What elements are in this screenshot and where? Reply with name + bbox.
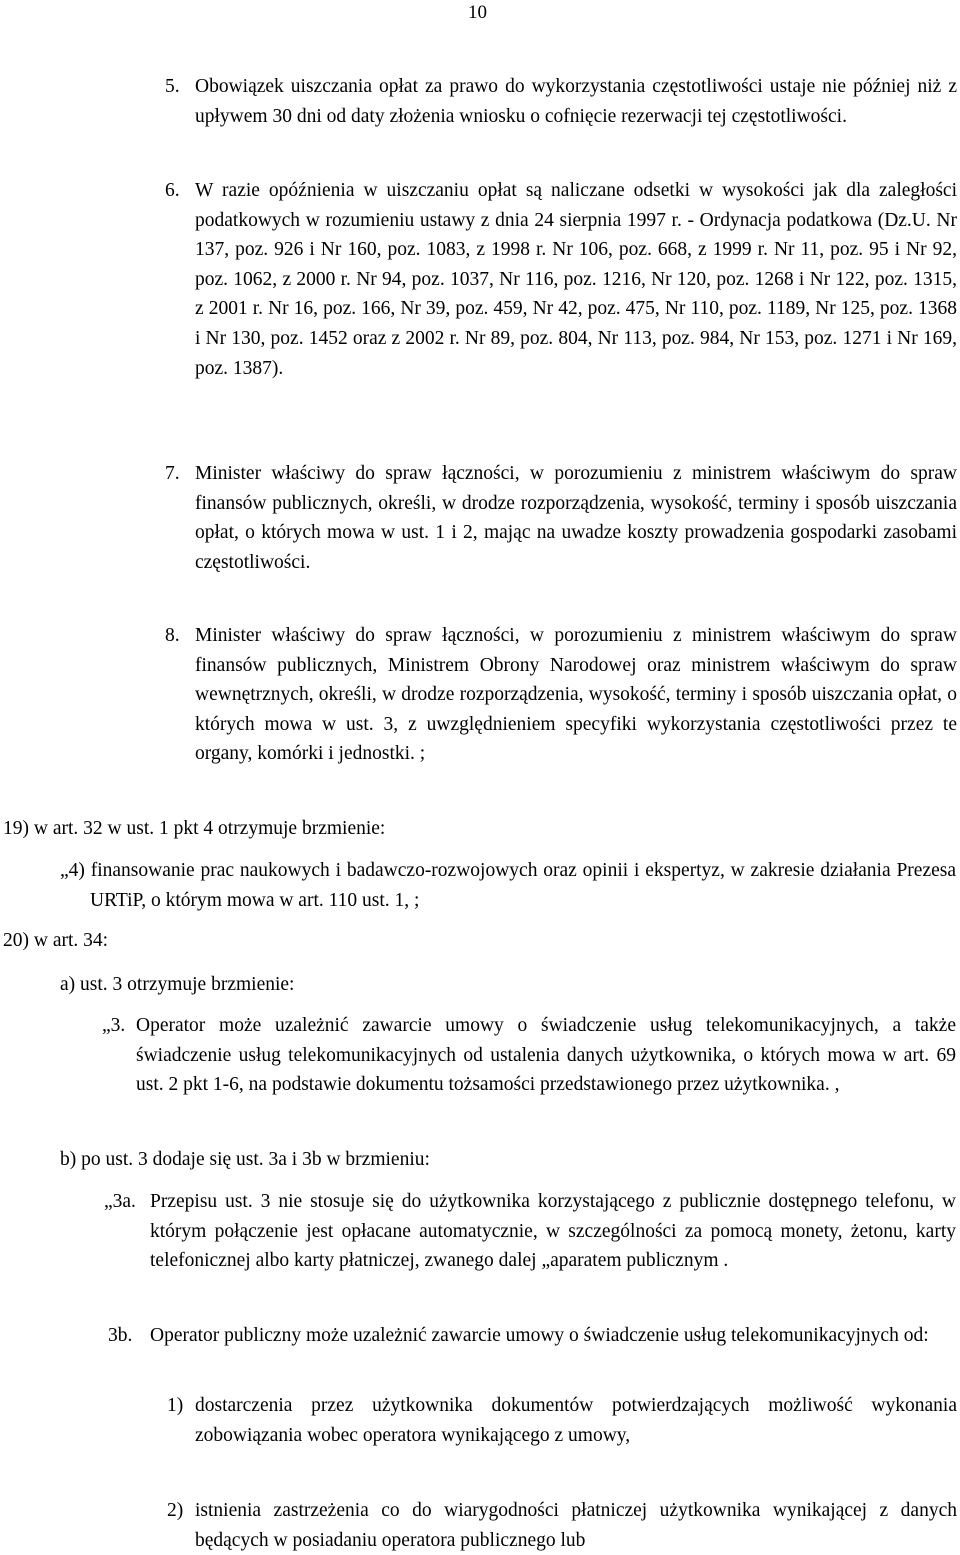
paragraph-text: istnienia zastrzeżenia co do wiarygodności płatniczej użytkownika wynikającej z danych będących w posiadaniu operatora publicznego lub <box>195 1500 957 1551</box>
paragraph-text: „4) finansowanie prac naukowych i badawczo-rozwojowych oraz opinii i ekspertyz, w zakresie działania Prezesa URTiP, o którym mowa w art. 110 ust. 1, ; <box>60 860 956 911</box>
quoted-ust-3b <box>108 1321 956 1351</box>
paragraph-number: „3a. <box>104 1191 136 1212</box>
paragraph-7 <box>165 459 957 577</box>
paragraph-text: Przepisu ust. 3 nie stosuje się do użytkownika korzystającego z publicznie dostępnego telefonu, w którym połączenie jest opłacane automatycznie, w szczególności za pomocą monety, żetonu, karty telefonicznej albo karty płatniczej, zwanego dalej „aparatem publicznym . <box>150 1191 956 1272</box>
point-20-heading: 20) w art. 34: <box>3 930 109 951</box>
letter-a-heading: a) ust. 3 otrzymuje brzmienie: <box>60 974 295 995</box>
paragraph-6 <box>165 176 957 383</box>
paragraph-number: 5. <box>165 76 180 97</box>
paragraph-8 <box>165 621 957 769</box>
paragraph-number: 2) <box>167 1500 184 1521</box>
paragraph-text: Operator publiczny może uzależnić zawarcie umowy o świadczenie usług telekomunikacyjnych od: <box>150 1325 929 1346</box>
quoted-ust-3a <box>104 1187 956 1276</box>
paragraph-text: Minister właściwy do spraw łączności, w porozumieniu z ministrem właściwym do spraw finansów publicznych, określi, w drodze rozporządzenia, wysokość, terminy i sposób uiszczania opłat, o których mowa w ust. 1 i 2, mając na uwadze koszty prowadzenia gospodarki zasobami częstotliwości. <box>195 463 957 573</box>
paragraph-number: 8. <box>165 625 180 646</box>
paragraph-text: Obowiązek uiszczania opłat za prawo do wykorzystania częstotliwości ustaje nie później niż z upływem 30 dni od daty złożenia wniosku o cofnięcie rezerwacji tej częstotliwości. <box>195 76 957 127</box>
quoted-ust-3 <box>102 1011 956 1100</box>
letter-b-heading: b) po ust. 3 dodaje się ust. 3a i 3b w brzmieniu: <box>60 1149 430 1170</box>
paragraph-text: Minister właściwy do spraw łączności, w porozumieniu z ministrem właściwym do spraw finansów publicznych, Ministrem Obrony Narodowej oraz ministrem właściwym do spraw wewnętrznych, określi, w drodze rozporządzenia, wysokość, terminy i sposób uiszczania opłat, o których mowa w ust. 3, z uwzględnieniem specyfiki wykorzystania częstotliwości przez te organy, komórki i jednostki. ; <box>195 625 957 765</box>
quoted-point-4 <box>60 856 956 915</box>
page-number: 10 <box>468 2 487 23</box>
paragraph-text: dostarczenia przez użytkownika dokumentów potwierdzających możliwość wykonania zobowiązania wobec operatora wynikającego z umowy, <box>195 1395 957 1446</box>
subpoint-2 <box>167 1496 957 1555</box>
paragraph-number: 7. <box>165 463 180 484</box>
paragraph-number: 1) <box>167 1395 184 1416</box>
paragraph-number: „3. <box>102 1015 126 1036</box>
paragraph-number: 6. <box>165 180 180 201</box>
subpoint-1 <box>167 1391 957 1450</box>
paragraph-5 <box>165 72 957 131</box>
paragraph-text: W razie opóźnienia w uiszczaniu opłat są naliczane odsetki w wysokości jak dla zaległości podatkowych w rozumieniu ustawy z dnia 24 sierpnia 1997 r. - Ordynacja podatkowa (Dz.U. Nr 137, poz. 926 i Nr 160, poz. 1083, z 1998 r. Nr 106, poz. 668, z 1999 r. Nr 11, poz. 95 i Nr 92, poz. 1062, z 2000 r. Nr 94, poz. 1037, Nr 116, poz. 1216, Nr 120, poz. 1268 i Nr 122, poz. 1315, z 2001 r. Nr 16, poz. 166, Nr 39, poz. 459, Nr 42, poz. 475, Nr 110, poz. 1189, Nr 125, poz. 1368 i Nr 130, poz. 1452 oraz z 2002 r. Nr 89, poz. 804, Nr 113, poz. 984, Nr 153, poz. 1271 i Nr 169, poz. 1387). <box>195 180 957 379</box>
point-19-heading: 19) w art. 32 w ust. 1 pkt 4 otrzymuje brzmienie: <box>3 818 386 839</box>
paragraph-number: 3b. <box>108 1325 133 1346</box>
paragraph-text: Operator może uzależnić zawarcie umowy o świadczenie usług telekomunikacyjnych, a także świadczenie usług telekomunikacyjnych od ustalenia danych użytkownika, o których mowa w art. 69 ust. 2 pkt 1-6, na podstawie dokumentu tożsamości przedstawionego przez użytkownika. , <box>136 1015 956 1096</box>
